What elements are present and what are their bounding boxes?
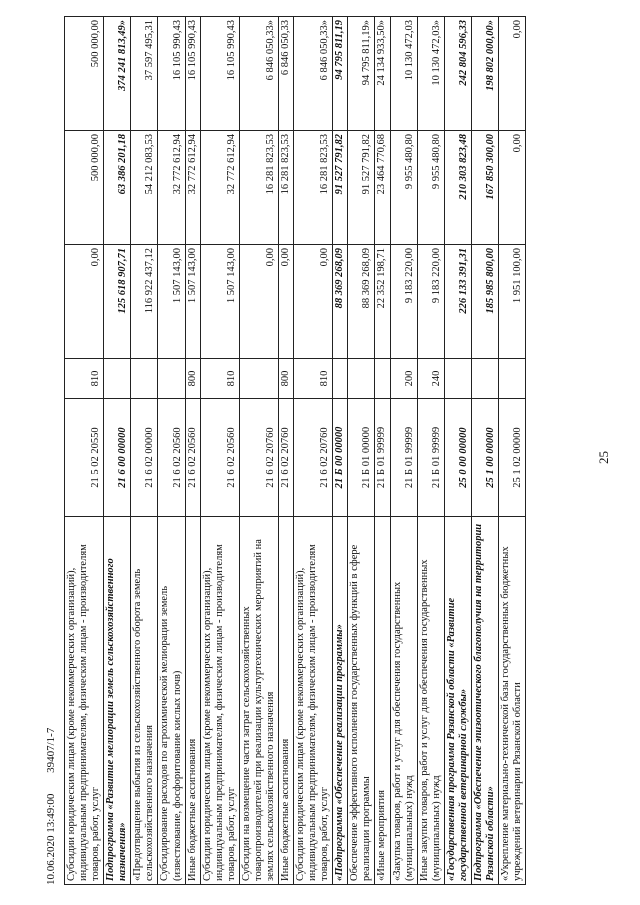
table-row <box>239 17 278 885</box>
row-code: 25 1 00 00000 <box>471 399 498 517</box>
row-name: «Закупка товаров, работ и услуг для обеспечения государственных (муниципальных) нужд <box>390 517 417 885</box>
row-code: 25 1 02 00000 <box>499 399 526 517</box>
row-expense-type: 240 <box>417 359 444 399</box>
row-value-2021: 16 281 823,53 <box>239 131 278 245</box>
budget-table-body <box>65 17 526 885</box>
row-value-2022: 6 846 050,33» <box>294 17 333 131</box>
row-name: «Иные мероприятия <box>375 517 390 885</box>
row-code: 21 Б 01 99999 <box>375 399 390 517</box>
row-value-2022: 10 130 472,03 <box>390 17 417 131</box>
row-code: 21 6 00 00000 <box>104 399 131 517</box>
row-expense-type: 200 <box>390 359 417 399</box>
row-code: 21 Б 01 99999 <box>417 399 444 517</box>
row-expense-type <box>158 359 185 399</box>
page-footer <box>45 710 57 885</box>
table-row <box>104 17 131 885</box>
row-code: 21 6 02 20760 <box>239 399 278 517</box>
row-value-2020: 0,00 <box>279 245 294 359</box>
row-expense-type <box>333 359 348 399</box>
row-expense-type: 810 <box>294 359 333 399</box>
row-expense-type: 810 <box>200 359 239 399</box>
row-value-2022: 198 802 000,00» <box>471 17 498 131</box>
row-value-2020: 1 507 143,00 <box>200 245 239 359</box>
row-code: 21 Б 01 99999 <box>390 399 417 517</box>
table-row <box>294 17 333 885</box>
table-row <box>185 17 200 885</box>
row-value-2021: 32 772 612,94 <box>158 131 185 245</box>
row-expense-type <box>131 359 158 399</box>
row-value-2020: 88 369 268,09 <box>333 245 348 359</box>
row-code: 21 Б 01 00000 <box>348 399 375 517</box>
row-expense-type: 810 <box>65 359 104 399</box>
row-expense-type: 800 <box>185 359 200 399</box>
row-value-2021: 63 386 201,18 <box>104 131 131 245</box>
row-value-2021: 32 772 612,94 <box>200 131 239 245</box>
row-value-2021: 32 772 612,94 <box>185 131 200 245</box>
row-name: Иные бюджетные ассигнования <box>185 517 200 885</box>
row-value-2020: 116 922 437,12 <box>131 245 158 359</box>
row-code: 21 6 02 00000 <box>131 399 158 517</box>
row-name: «Укрепление материально-технической базы государственных бюджетных учреждений ветеринарии Рязанской области <box>499 517 526 885</box>
row-name: «Предотвращение выбытия из сельскохозяйственного оборота земель сельскохозяйственного назначения <box>131 517 158 885</box>
table-row <box>471 17 498 885</box>
table-row <box>417 17 444 885</box>
table-row <box>444 17 471 885</box>
row-value-2022: 500 000,00 <box>65 17 104 131</box>
row-value-2022: 0,00 <box>499 17 526 131</box>
row-expense-type: 800 <box>279 359 294 399</box>
footer-date: 10.06.2020 13:49:00 <box>45 793 57 885</box>
table-row <box>131 17 158 885</box>
row-value-2021: 54 212 083,53 <box>131 131 158 245</box>
table-row <box>348 17 375 885</box>
row-value-2021: 167 850 300,00 <box>471 131 498 245</box>
row-value-2022: 16 105 990,43 <box>185 17 200 131</box>
row-name: Иные закупки товаров, работ и услуг для обеспечения государственных (муниципальных) нужд <box>417 517 444 885</box>
table-row <box>65 17 104 885</box>
row-name: Субсидирование расходов по агрохимической мелиорации земель (известкование, фосфоритование кислых почв) <box>158 517 185 885</box>
row-code: 21 6 02 20760 <box>279 399 294 517</box>
row-value-2020: 1 507 143,00 <box>158 245 185 359</box>
row-value-2020: 9 183 220,00 <box>417 245 444 359</box>
row-name: «Государственная программа Рязанской области «Развитие государственной ветеринарной службы» <box>444 517 471 885</box>
row-code: 21 6 02 20760 <box>294 399 333 517</box>
row-value-2021: 16 281 823,53 <box>279 131 294 245</box>
row-value-2022: 374 241 813,49» <box>104 17 131 131</box>
row-name: Субсидии юридическим лицам (кроме некоммерческих организаций), индивидуальным предпринимателям, физическим лицам - производителям товаров, работ, услуг <box>65 517 104 885</box>
table-row <box>499 17 526 885</box>
row-value-2021: 500 000,00 <box>65 131 104 245</box>
row-value-2022: 94 795 811,19 <box>333 17 348 131</box>
row-code: 25 0 00 00000 <box>444 399 471 517</box>
row-value-2022: 94 795 811,19» <box>348 17 375 131</box>
row-expense-type <box>444 359 471 399</box>
row-value-2022: 16 105 990,43 <box>200 17 239 131</box>
row-value-2020: 226 133 391,31 <box>444 245 471 359</box>
row-value-2021: 210 303 823,48 <box>444 131 471 245</box>
row-name: Субсидии юридическим лицам (кроме некоммерческих организаций), индивидуальным предпринимателям, физическим лицам - производителям товаров, работ, услуг <box>294 517 333 885</box>
row-value-2021: 9 955 480,80 <box>390 131 417 245</box>
row-value-2021: 23 464 770,68 <box>375 131 390 245</box>
row-value-2021: 91 527 791,82 <box>348 131 375 245</box>
row-code: 21 5 02 20550 <box>65 399 104 517</box>
row-name: Подпрограмма «Обеспечение эпизоотического благополучия на территории Рязанской области» <box>471 517 498 885</box>
row-value-2022: 16 105 990,43 <box>158 17 185 131</box>
row-value-2021: 16 281 823,53 <box>294 131 333 245</box>
row-value-2021: 91 527 791,82 <box>333 131 348 245</box>
row-value-2020: 0,00 <box>239 245 278 359</box>
row-expense-type <box>239 359 278 399</box>
row-value-2020: 22 352 198,71 <box>375 245 390 359</box>
row-value-2022: 242 804 596,33 <box>444 17 471 131</box>
row-value-2020: 185 985 800,00 <box>471 245 498 359</box>
table-row <box>158 17 185 885</box>
row-name: Иные бюджетные ассигнования <box>279 517 294 885</box>
row-name: Обеспечение эффективного исполнения государственных функций в сфере реализации программы <box>348 517 375 885</box>
table-row <box>375 17 390 885</box>
row-value-2020: 88 369 268,09 <box>348 245 375 359</box>
footer-doc-id: 39407/1-7 <box>45 727 57 773</box>
row-expense-type <box>471 359 498 399</box>
row-name: Подпрограмма «Развитие мелиорации земель сельскохозяйственного назначения» <box>104 517 131 885</box>
row-value-2020: 9 183 220,00 <box>390 245 417 359</box>
row-code: 21 Б 00 00000 <box>333 399 348 517</box>
row-value-2022: 6 846 050,33 <box>279 17 294 131</box>
table-row <box>390 17 417 885</box>
row-value-2020: 1 507 143,00 <box>185 245 200 359</box>
row-code: 21 6 02 20560 <box>200 399 239 517</box>
table-row <box>279 17 294 885</box>
table-row <box>200 17 239 885</box>
row-name: Субсидии юридическим лицам (кроме некоммерческих организаций), индивидуальным предпринимателям, физическим лицам - производителям товаров, работ, услуг <box>200 517 239 885</box>
row-value-2020: 125 618 907,71 <box>104 245 131 359</box>
table-row <box>333 17 348 885</box>
row-value-2021: 9 955 480,80 <box>417 131 444 245</box>
row-name: Субсидии на возмещение части затрат сельскохозяйственных товаропроизводителей при реализации культуртехнических мероприятий на землях сельскохозяйственного назначения <box>239 517 278 885</box>
page-number: 25 <box>596 451 611 464</box>
row-expense-type <box>104 359 131 399</box>
row-expense-type <box>348 359 375 399</box>
row-value-2022: 6 846 050,33» <box>239 17 278 131</box>
row-value-2020: 0,00 <box>294 245 333 359</box>
row-expense-type <box>499 359 526 399</box>
row-value-2021: 0,00 <box>499 131 526 245</box>
row-value-2020: 1 951 100,00 <box>499 245 526 359</box>
budget-table <box>64 16 526 885</box>
row-name: «Подпрограмма «Обеспечение реализации программы» <box>333 517 348 885</box>
row-value-2020: 0,00 <box>65 245 104 359</box>
row-value-2022: 10 130 472,03» <box>417 17 444 131</box>
row-value-2022: 24 134 933,50» <box>375 17 390 131</box>
row-code: 21 6 02 20560 <box>158 399 185 517</box>
row-code: 21 6 02 20560 <box>185 399 200 517</box>
row-expense-type <box>375 359 390 399</box>
row-value-2022: 37 597 495,31 <box>131 17 158 131</box>
